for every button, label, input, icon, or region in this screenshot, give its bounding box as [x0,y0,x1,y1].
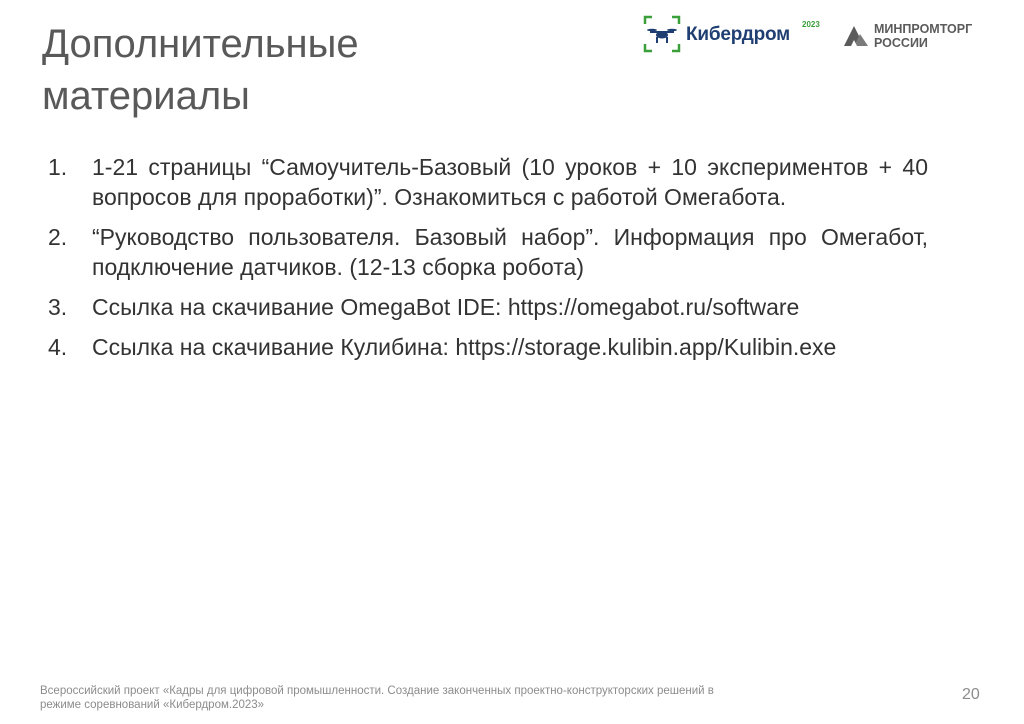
list-item [48,152,928,212]
list-item-text: Ссылка на скачивание OmegaBot IDE: https://omegabot.ru/software [92,294,800,320]
kiberdrom-logo [642,14,832,58]
header-logos [642,14,1002,58]
minpromtorg-line-2: РОССИИ [874,36,928,50]
list-item-text: 1-21 страницы “Самоучитель-Базовый (10 уроков + 10 экспериментов + 40 вопросов для проработки)”. Ознакомиться с работой Омегабота. [92,154,928,210]
kiberdrom-name: Кибердром [686,24,790,45]
list-item-number: 4. [48,334,68,360]
slide-title-line-1: Дополнительные [42,22,359,66]
list-item [48,292,928,322]
mountain-emblem-icon [842,20,870,48]
minpromtorg-logo [842,18,1002,58]
list-item-number: 2. [48,224,68,250]
drone-icon [642,14,682,54]
materials-list [48,152,928,372]
list-item [48,332,928,362]
minpromtorg-line-1: МИНПРОМТОРГ [874,22,973,36]
list-item-number: 1. [48,154,68,180]
footer-note: Всероссийский проект «Кадры для цифровой промышленности. Создание законченных проектно-конструкторских решений в режиме соревнований «Кибердром.2023» [40,685,714,711]
list-item-text: “Руководство пользователя. Базовый набор”. Информация про Омегабот, подключение датчиков. (12-13 сборка робота) [92,224,928,280]
list-item-text: Ссылка на скачивание Кулибина: https://storage.kulibin.app/Kulibin.exe [92,334,837,360]
list-item [48,222,928,282]
list-item-number: 3. [48,294,68,320]
slide-title-line-2: материалы [42,74,250,118]
kiberdrom-year: 2023 [802,20,820,29]
slide-title [42,18,562,122]
minpromtorg-name [874,22,972,50]
page-number: 20 [962,686,980,703]
